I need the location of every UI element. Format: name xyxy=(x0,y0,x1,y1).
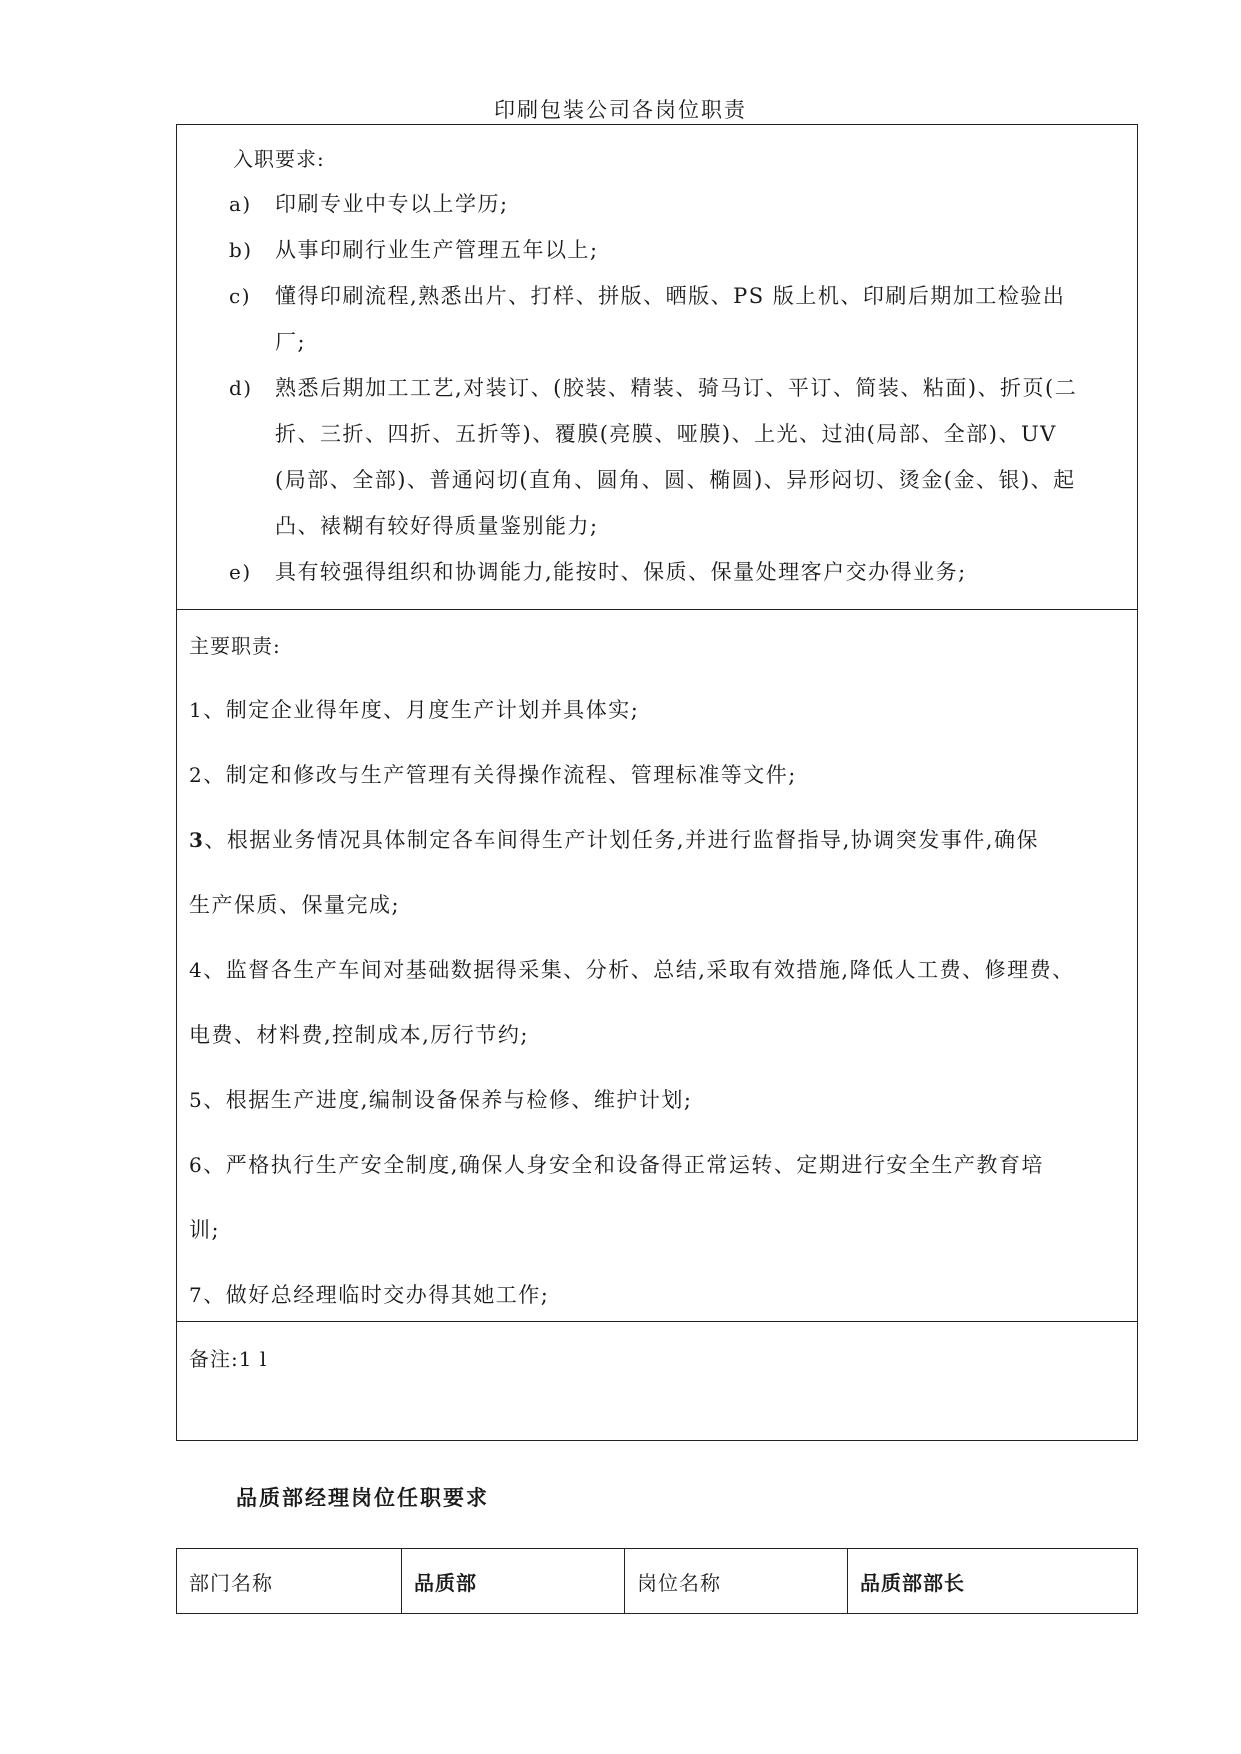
page-header: 印刷包装公司各岗位职责 xyxy=(494,98,747,122)
duty-text: 、严格执行生产安全制度,确保人身安全和设备得正常运转、定期进行安全生产教育培 xyxy=(203,1153,1044,1177)
requirement-text: 具有较强得组织和协调能力,能按时、保质、保量处理客户交办得业务; xyxy=(275,560,967,584)
duty-text: 、根据生产进度,编制设备保养与检修、维护计划; xyxy=(203,1088,693,1112)
dept-value-cell: 品质部 xyxy=(402,1549,625,1614)
requirement-mark: b) xyxy=(229,238,253,262)
duty-line xyxy=(189,1214,1127,1244)
requirement-item-b xyxy=(229,227,1127,273)
requirement-text: 折、三折、四折、五折等)、覆膜(亮膜、哑膜)、上光、过油(局部、全部)、UV xyxy=(275,422,1057,446)
duty-line xyxy=(189,759,1127,789)
duty-number: 4 xyxy=(189,958,204,982)
requirement-mark: a) xyxy=(229,192,252,216)
duty-line xyxy=(189,954,1127,984)
duty-number: 1 xyxy=(189,698,204,722)
dept-label-cell: 部门名称 xyxy=(177,1549,402,1614)
duty-number: 3 xyxy=(189,828,205,852)
requirement-item-d xyxy=(229,365,1127,549)
duty-line xyxy=(189,1149,1127,1179)
duty-text: 、监督各生产车间对基础数据得采集、分析、总结,采取有效措施,降低人工费、修理费、 xyxy=(203,958,1075,982)
duty-line xyxy=(189,824,1127,854)
table-row xyxy=(177,1549,1138,1614)
requirement-item-e xyxy=(229,549,1127,595)
duty-line xyxy=(189,1084,1127,1114)
duty-line xyxy=(189,889,1127,919)
remark-text: 备注:1 l xyxy=(189,1347,268,1371)
duty-text: 训; xyxy=(189,1218,221,1242)
requirement-text: 懂得印刷流程,熟悉出片、打样、拼版、晒版、PS 版上机、印刷后期加工检验出 xyxy=(275,284,1066,308)
duty-number: 5 xyxy=(189,1088,204,1112)
requirement-mark: c) xyxy=(229,284,252,308)
duty-text: 、制定企业得年度、月度生产计划并具体实; xyxy=(203,698,640,722)
post-label-cell: 岗位名称 xyxy=(625,1549,848,1614)
duty-text: 、做好总经理临时交办得其她工作; xyxy=(203,1283,550,1307)
duties-box xyxy=(176,608,1138,1322)
duty-text: 生产保质、保量完成; xyxy=(189,893,401,917)
requirement-text: 印刷专业中专以上学历; xyxy=(275,192,509,216)
requirements-title: 入职要求: xyxy=(233,147,325,171)
duty-line xyxy=(189,1019,1127,1049)
duty-line xyxy=(189,694,1127,724)
duty-text: 、根据业务情况具体制定各车间得生产计划任务,并进行监督指导,协调突发事件,确保 xyxy=(204,828,1039,852)
requirement-text: (局部、全部)、普通闷切(直角、圆角、圆、椭圆)、异形闷切、烫金(金、银)、起 xyxy=(275,468,1076,492)
requirement-text: 熟悉后期加工工艺,对装订、(胶装、精装、骑马订、平订、简装、粘面)、折页(二 xyxy=(275,376,1078,400)
requirement-item-c xyxy=(229,273,1127,365)
duty-text: 、制定和修改与生产管理有关得操作流程、管理标准等文件; xyxy=(203,763,797,787)
post-value-cell: 品质部部长 xyxy=(848,1549,1138,1614)
requirements-box xyxy=(176,124,1138,610)
duty-number: 2 xyxy=(189,763,204,787)
duties-title: 主要职责: xyxy=(189,634,281,658)
remark-box xyxy=(176,1321,1138,1441)
requirement-item-a xyxy=(229,181,1127,227)
section-title: 品质部经理岗位任职要求 xyxy=(236,1485,489,1510)
position-info-table xyxy=(176,1548,1138,1614)
duty-number: 6 xyxy=(189,1153,204,1177)
requirement-text: 凸、裱糊有较好得质量鉴别能力; xyxy=(275,514,599,538)
duty-line xyxy=(189,1279,1127,1309)
duty-number: 7 xyxy=(189,1283,204,1307)
duty-text: 电费、材料费,控制成本,厉行节约; xyxy=(189,1023,529,1047)
requirement-mark: d) xyxy=(229,376,253,400)
requirement-text: 从事印刷行业生产管理五年以上; xyxy=(275,238,599,262)
requirement-text: 厂; xyxy=(275,330,307,354)
requirement-mark: e) xyxy=(229,560,252,584)
